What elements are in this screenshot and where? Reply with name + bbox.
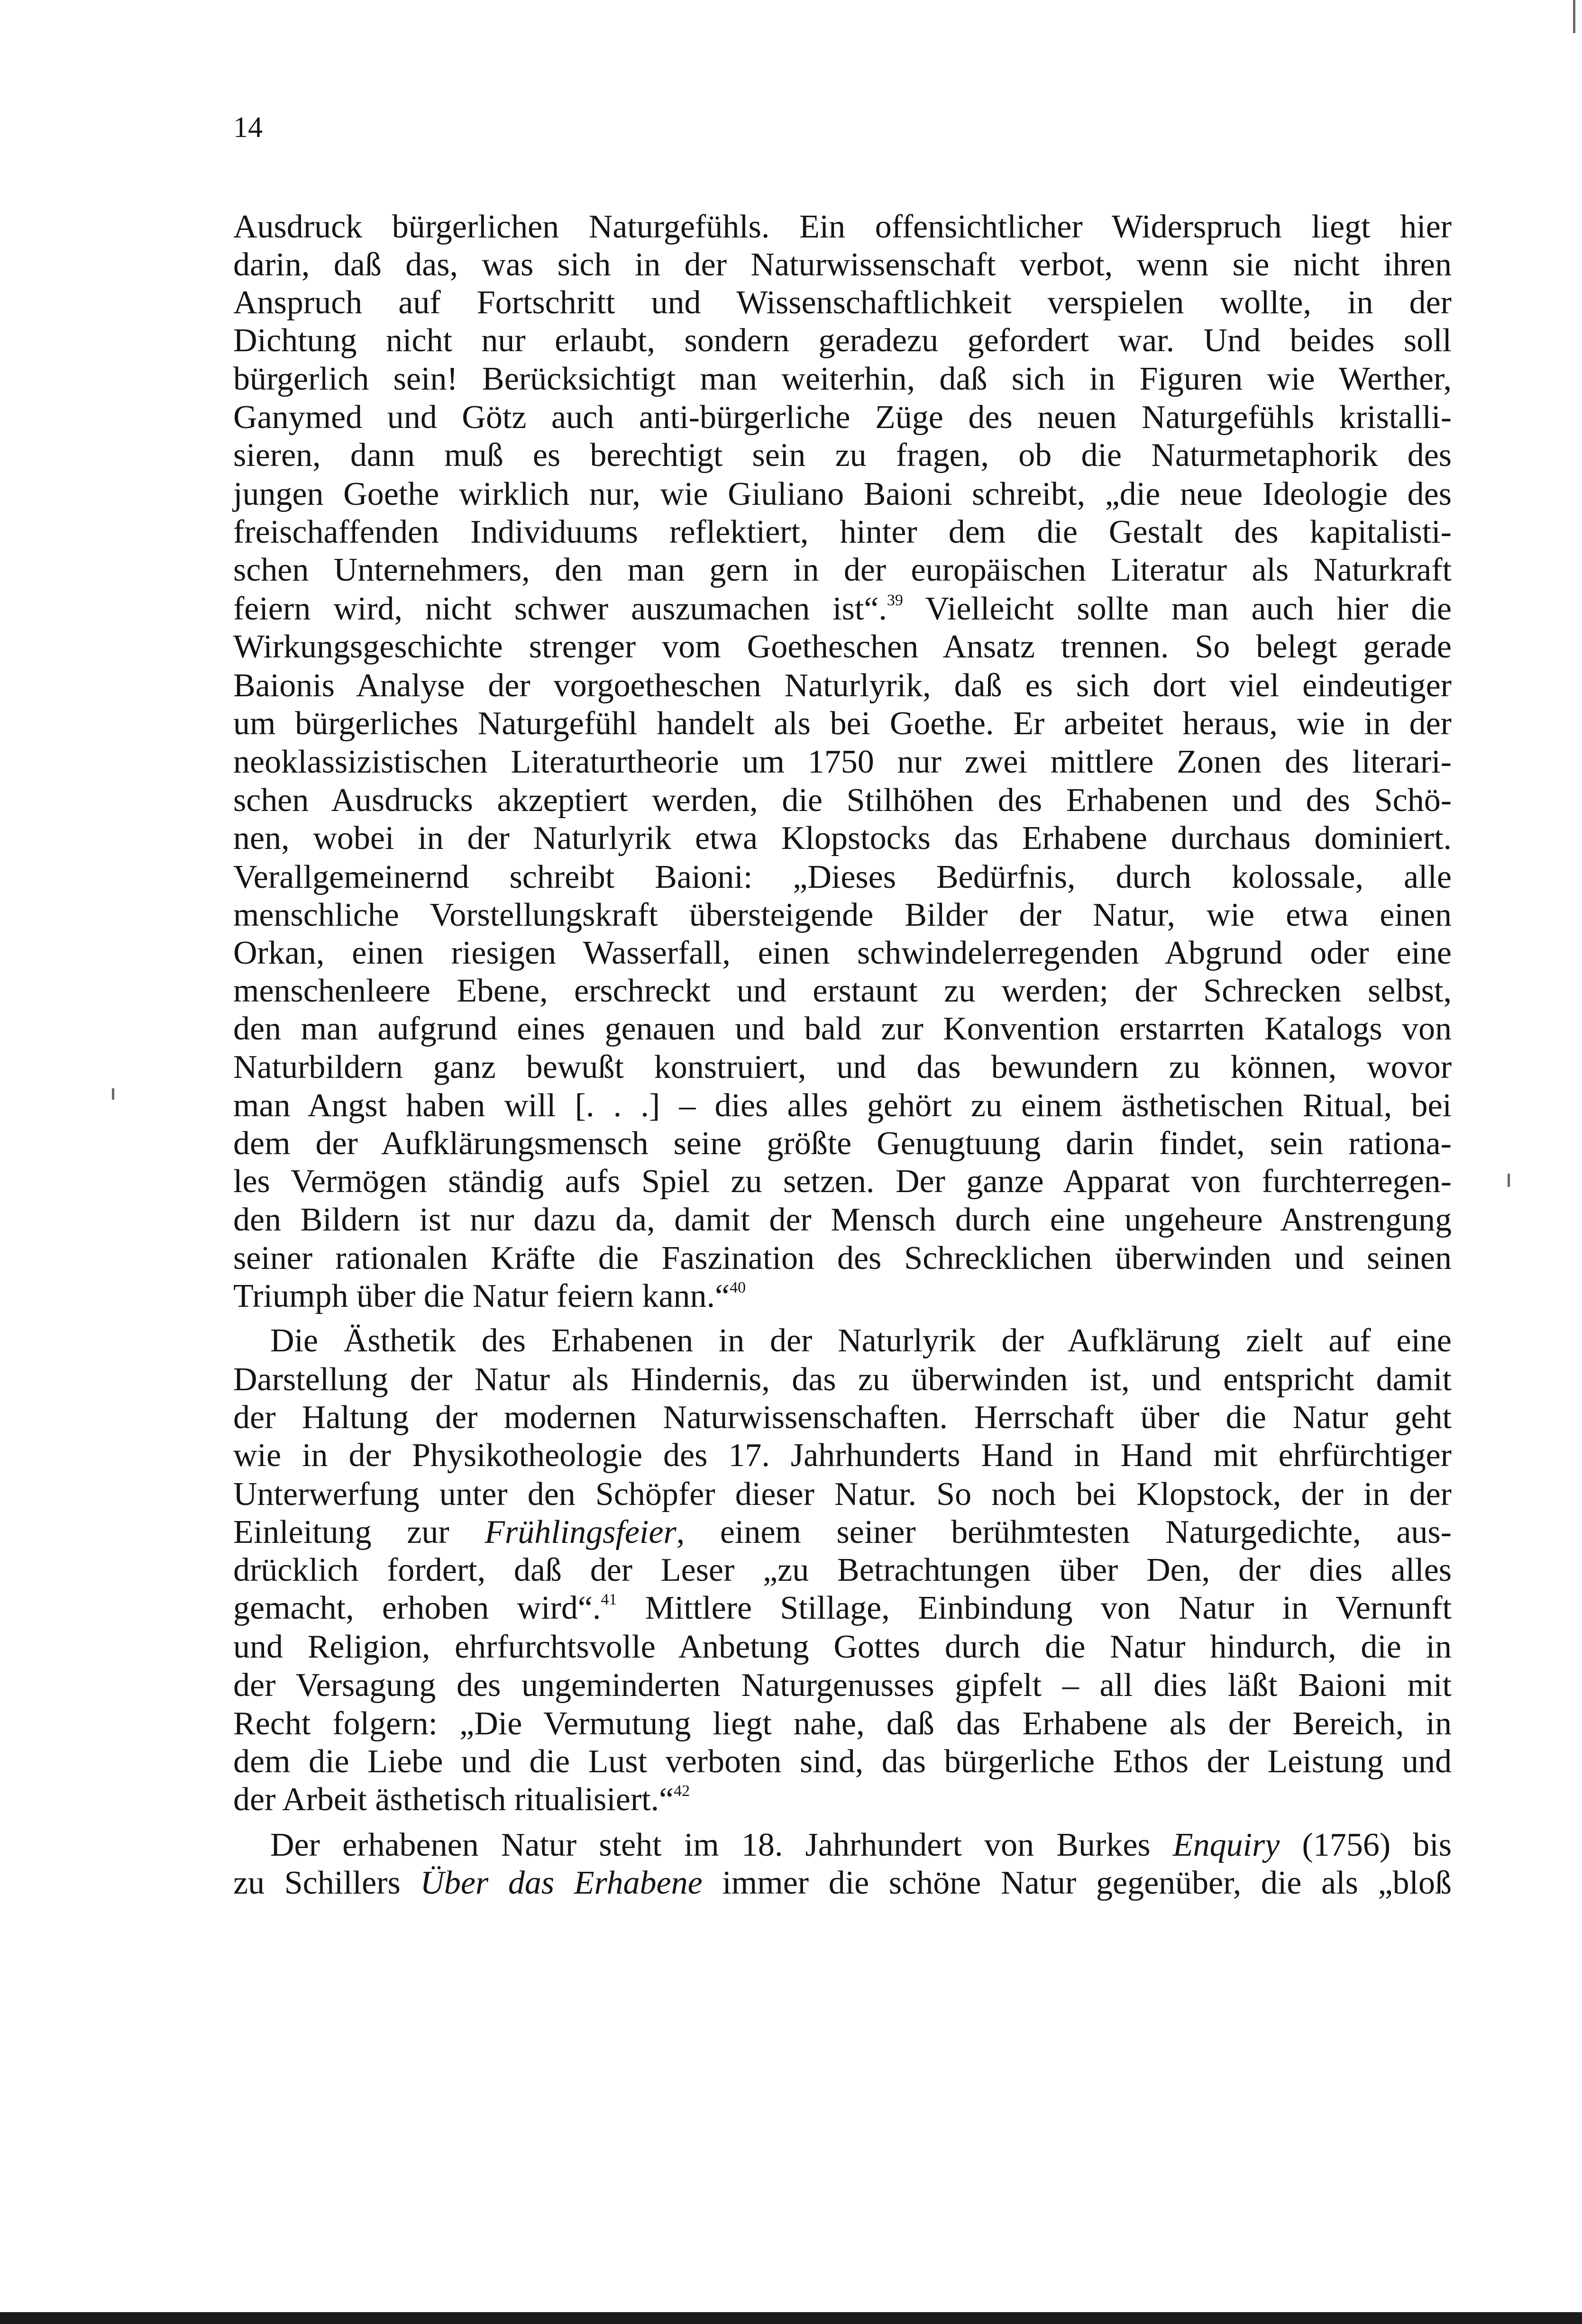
text-line <box>233 742 1452 783</box>
line-text: dem die Liebe und die Lust verboten sind, das bürgerliche Ethos der Leistung und <box>233 1743 1452 1780</box>
text-line <box>233 1009 1452 1049</box>
line-text-continued: Vielleicht sollte man auch hier die <box>903 591 1452 627</box>
line-text: bürgerlich sein! Berücksichtigt man weiterhin, daß sich in Figuren wie Werther, <box>233 361 1452 397</box>
text-line <box>233 359 1452 400</box>
line-text: Unterwerfung unter den Schöpfer dieser Natur. So noch bei Klopstock, der in der <box>233 1476 1452 1513</box>
text-line <box>233 1200 1452 1240</box>
text-line <box>233 283 1452 323</box>
text-line <box>233 1161 1452 1202</box>
line-text: schen Unternehmers, den man gern in der europäischen Literatur als Naturkraft <box>233 552 1452 588</box>
line-text: Darstellung der Natur als Hindernis, das zu überwinden ist, und entspricht damit <box>233 1361 1452 1398</box>
text-line <box>233 1704 1452 1744</box>
text-line <box>233 245 1452 285</box>
text-line <box>233 1825 1452 1866</box>
text-line <box>233 397 1452 438</box>
line-text: sieren, dann muß es berechtigt sein zu fragen, ob die Naturmetaphorik des <box>233 437 1452 474</box>
line-text: den man aufgrund eines genauen und bald zur Konvention erstarrten Katalogs von <box>233 1011 1452 1047</box>
text-line <box>233 474 1452 515</box>
text-line <box>233 857 1452 898</box>
footnote-marker: 40 <box>730 1279 746 1296</box>
line-text: den Bildern ist nur dazu da, damit der Mensch durch eine ungeheure Anstrengung <box>233 1202 1452 1238</box>
line-text: drücklich fordert, daß der Leser „zu Betrachtungen über Den, der dies alles <box>233 1552 1452 1588</box>
line-text-continued: , einem seiner berühmtesten Naturgedichte, aus- <box>676 1514 1452 1550</box>
text-line <box>233 1741 1452 1782</box>
line-text: dem der Aufklärungsmensch seine größte Genugtuung darin findet, sein rationa- <box>233 1125 1452 1162</box>
line-text: freischaffenden Individuums reflektiert, hinter dem die Gestalt des kapitalisti- <box>233 514 1452 550</box>
text-line <box>233 818 1452 859</box>
line-text: Naturbildern ganz bewußt konstruiert, und das bewundern zu können, wovor <box>233 1049 1452 1085</box>
text-line <box>233 1512 1452 1553</box>
line-text: Triumph über die Natur feiern kann.“ <box>233 1278 730 1314</box>
line-text-continued: (1756) bis <box>1280 1827 1452 1863</box>
text-line <box>233 627 1452 667</box>
line-text: Der erhabenen Natur steht im 18. Jahrhundert von Burkes <box>270 1827 1173 1863</box>
margin-mark <box>1573 0 1575 33</box>
line-text: neoklassizistischen Literaturtheorie um 1750 nur zwei mittlere Zonen des literari- <box>233 744 1452 780</box>
footnote-marker: 39 <box>887 592 903 609</box>
text-line <box>233 1779 1452 1820</box>
line-text: jungen Goethe wirklich nur, wie Giuliano Baioni schreibt, „die neue Ideologie des <box>233 476 1452 512</box>
line-text: und Religion, ehrfurchtsvolle Anbetung Gottes durch die Natur hindurch, die in <box>233 1629 1452 1665</box>
text-line <box>233 1276 1452 1317</box>
line-text: feiern wird, nicht schwer auszumachen ist“. <box>233 591 887 627</box>
scan-edge <box>0 2312 1582 2324</box>
line-text: Wirkungsgeschichte strenger vom Goetheschen Ansatz trennen. So belegt gerade <box>233 629 1452 665</box>
text-line <box>233 780 1452 821</box>
line-text: Orkan, einen riesigen Wasserfall, einen schwindelerregenden Abgrund oder eine <box>233 935 1452 971</box>
text-line <box>233 207 1452 247</box>
line-text: der Haltung der modernen Naturwissenschaften. Herrschaft über die Natur geht <box>233 1399 1452 1436</box>
line-text: der Arbeit ästhetisch ritualisiert.“ <box>233 1781 674 1818</box>
text-line <box>233 1435 1452 1476</box>
italic-title: Enquiry <box>1172 1827 1280 1863</box>
line-text: schen Ausdrucks akzeptiert werden, die Stilhöhen des Erhabenen und des Schö- <box>233 782 1452 819</box>
line-text: zu Schillers <box>233 1865 421 1901</box>
line-text: menschliche Vorstellungskraft übersteigende Bilder der Natur, wie etwa einen <box>233 897 1452 933</box>
line-text: wie in der Physikotheologie des 17. Jahrhunderts Hand in Hand mit ehrfürchtiger <box>233 1437 1452 1474</box>
text-line <box>233 1321 1452 1361</box>
text-line <box>233 435 1452 476</box>
text-line <box>233 1474 1452 1515</box>
text-line <box>233 589 1452 629</box>
text-line <box>233 1665 1452 1706</box>
italic-title: Über das Erhabene <box>420 1865 703 1901</box>
footnote-marker: 42 <box>674 1782 690 1800</box>
italic-title: Frühlingsfeier <box>485 1514 677 1550</box>
text-line <box>233 1627 1452 1668</box>
text-line <box>233 1863 1452 1904</box>
line-text-continued: Mittlere Stillage, Einbindung von Natur in Vernunft <box>617 1590 1452 1626</box>
line-text: der Versagung des ungeminderten Naturgenusses gipfelt – all dies läßt Baioni mit <box>233 1667 1452 1704</box>
footnote-marker: 41 <box>601 1591 617 1608</box>
line-text: nen, wobei in der Naturlyrik etwa Klopstocks das Erhabene durchaus dominiert. <box>233 820 1452 857</box>
line-text: Dichtung nicht nur erlaubt, sondern geradezu gefordert war. Und beides soll <box>233 322 1452 359</box>
line-text: man Angst haben will [. . .] – dies alles gehört zu einem ästhetischen Ritual, bei <box>233 1087 1452 1124</box>
line-text: menschenleere Ebene, erschreckt und erstaunt zu werden; der Schrecken selbst, <box>233 973 1452 1009</box>
text-line <box>233 1397 1452 1438</box>
line-text: Anspruch auf Fortschritt und Wissenschaftlichkeit verspielen wollte, in der <box>233 284 1452 321</box>
line-text: Einleitung zur <box>233 1514 485 1550</box>
line-text: Verallgemeinernd schreibt Baioni: „Dieses Bedürfnis, durch kolossale, alle <box>233 859 1452 895</box>
text-line <box>233 665 1452 706</box>
line-text-continued: immer die schöne Natur gegenüber, die als „bloß <box>702 1865 1452 1901</box>
text-line <box>233 1047 1452 1088</box>
text-line <box>233 1550 1452 1591</box>
line-text: um bürgerliches Naturgefühl handelt als bei Goethe. Er arbeitet heraus, wie in der <box>233 705 1452 742</box>
page-number: 14 <box>233 111 263 144</box>
text-line <box>233 320 1452 361</box>
line-text: Die Ästhetik des Erhabenen in der Naturlyrik der Aufklärung zielt auf eine <box>270 1322 1452 1359</box>
text-line <box>233 1238 1452 1279</box>
text-line <box>233 703 1452 744</box>
text-line <box>233 550 1452 591</box>
text-line <box>233 512 1452 553</box>
line-text: les Vermögen ständig aufs Spiel zu setzen. Der ganze Apparat von furchterregen- <box>233 1163 1452 1200</box>
line-text: Recht folgern: „Die Vermutung liegt nahe, daß das Erhabene als der Bereich, in <box>233 1705 1452 1742</box>
line-text: gemacht, erhoben wird“. <box>233 1590 601 1626</box>
line-text: darin, daß das, was sich in der Naturwissenschaft verbot, wenn sie nicht ihren <box>233 246 1452 283</box>
text-line <box>233 1588 1452 1629</box>
text-line <box>233 1085 1452 1126</box>
line-text: Baionis Analyse der vorgoetheschen Naturlyrik, daß es sich dort viel eindeutiger <box>233 667 1452 704</box>
line-text: Ausdruck bürgerlichen Naturgefühls. Ein offensichtlicher Widerspruch liegt hier <box>233 209 1452 245</box>
text-line <box>233 971 1452 1012</box>
line-text: seiner rationalen Kräfte die Faszination des Schrecklichen überwinden und seinen <box>233 1240 1452 1276</box>
text-line <box>233 1359 1452 1400</box>
line-text: Ganymed und Götz auch anti-bürgerliche Züge des neuen Naturgefühls kristalli- <box>233 399 1452 436</box>
margin-mark <box>1508 1174 1510 1187</box>
text-line <box>233 1123 1452 1164</box>
text-line <box>233 895 1452 936</box>
margin-mark <box>112 1088 114 1100</box>
text-line <box>233 933 1452 974</box>
